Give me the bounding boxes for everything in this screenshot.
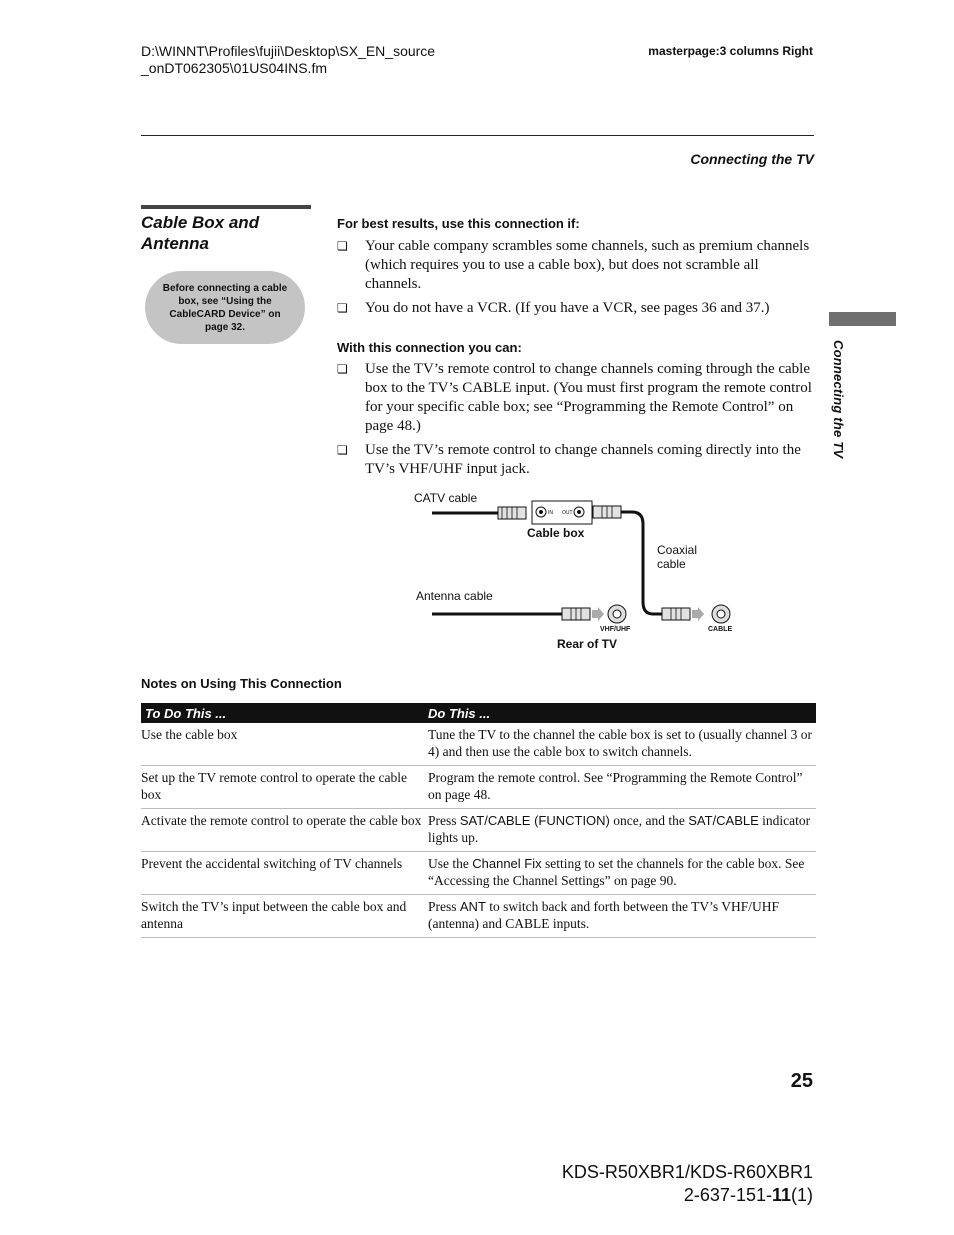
best-results-title: For best results, use this connection if: xyxy=(337,216,580,231)
best-results-list xyxy=(337,237,813,323)
table-row xyxy=(141,852,816,895)
list-item: ❏ Use the TV’s remote control to change channels coming through the cable box to the TV’s CABLE input. (You must first program the remote control for your specific cable box; see “Programming the Remote Control” on page 48.) xyxy=(337,360,813,436)
arrow-icon xyxy=(592,607,604,621)
section-header: Connecting the TV xyxy=(690,151,814,167)
list-item: ❏ Use the TV’s remote control to change channels coming directly into the TV’s VHF/UHF input jack. xyxy=(337,441,813,479)
can-do-list xyxy=(337,360,813,484)
connection-diagram xyxy=(410,488,740,653)
cable-box-label: Cable box xyxy=(527,526,585,540)
do-cell: Tune the TV to the channel the cable box is set to (usually channel 3 or 4) and then use the cable box to switch channels. xyxy=(424,723,816,766)
cable-box-in-label: IN xyxy=(548,510,553,516)
list-item: ❏ Your cable company scrambles some channels, such as premium channels (which requires you to use a cable box), but does not scramble all channels. xyxy=(337,237,813,294)
column-header-do: Do This ... xyxy=(424,703,816,723)
file-path-line1: D:\WINNT\Profiles\fujii\Desktop\SX_EN_source xyxy=(141,43,436,59)
table-row xyxy=(141,895,816,938)
do-cell: Use the Channel Fix setting to set the channels for the cable box. See “Accessing the Channel Settings” on page 90. xyxy=(424,852,816,895)
button-name: SAT/CABLE (FUNCTION) xyxy=(459,813,610,828)
heading-bar xyxy=(141,205,311,209)
todo-cell: Use the cable box xyxy=(141,723,424,766)
column-header-todo: To Do This ... xyxy=(141,703,424,723)
antenna-cable-label: Antenna cable xyxy=(416,589,493,603)
side-tab-marker xyxy=(829,312,896,326)
arrow-icon xyxy=(692,607,704,621)
file-path xyxy=(141,43,435,77)
table-header-row xyxy=(141,703,816,723)
masterpage-label: masterpage:3 columns Right xyxy=(648,44,813,58)
model-number xyxy=(562,1161,813,1207)
cable-box-out-label: OUT xyxy=(562,510,573,516)
catv-cable-label: CATV cable xyxy=(414,491,478,505)
page-title xyxy=(141,212,311,254)
page-number: 25 xyxy=(790,1070,813,1092)
notes-title: Notes on Using This Connection xyxy=(141,676,342,691)
coaxial-label-line2: cable xyxy=(657,557,686,571)
setting-name: Channel Fix xyxy=(472,856,542,871)
do-cell: Press ANT to switch back and forth between the TV’s VHF/UHF (antenna) and CABLE inputs. xyxy=(424,895,816,938)
rear-of-tv-label: Rear of TV xyxy=(557,637,618,651)
file-path-line2: _onDT062305\01US04INS.fm xyxy=(141,60,327,76)
button-name: SAT/CABLE xyxy=(688,813,759,828)
table-row xyxy=(141,809,816,852)
notes-table xyxy=(141,703,816,938)
list-item: ❏ You do not have a VCR. (If you have a VCR, see pages 36 and 37.) xyxy=(337,299,813,318)
table-row xyxy=(141,766,816,809)
todo-cell: Switch the TV’s input between the cable box and antenna xyxy=(141,895,424,938)
todo-cell: Set up the TV remote control to operate the cable box xyxy=(141,766,424,809)
note-bubble xyxy=(145,271,305,344)
do-cell: Press SAT/CABLE (FUNCTION) once, and the SAT/CABLE indicator lights up. xyxy=(424,809,816,852)
page-title-line1: Cable Box and xyxy=(141,213,260,232)
header-rule xyxy=(141,135,814,136)
model-line2: 2-637-151-11(1) xyxy=(683,1185,813,1205)
coaxial-cable xyxy=(621,512,662,614)
cable-jack-label: CABLE xyxy=(708,626,733,633)
do-cell: Program the remote control. See “Programming the Remote Control” on page 48. xyxy=(424,766,816,809)
note-bubble-text: Before connecting a cable box, see “Using the CableCARD Device” on page 32. xyxy=(162,282,288,333)
model-line1: KDS-R50XBR1/KDS-R60XBR1 xyxy=(561,1162,813,1182)
coaxial-label-line1: Coaxial xyxy=(657,543,698,557)
page-title-line2: Antenna xyxy=(141,234,209,253)
todo-cell: Activate the remote control to operate the cable box xyxy=(141,809,424,852)
table-row xyxy=(141,723,816,766)
vhf-uhf-label: VHF/UHF xyxy=(600,626,631,633)
button-name: ANT xyxy=(459,899,486,914)
side-tab-label: Connecting the TV xyxy=(831,340,846,459)
can-do-title: With this connection you can: xyxy=(337,340,522,355)
todo-cell: Prevent the accidental switching of TV channels xyxy=(141,852,424,895)
